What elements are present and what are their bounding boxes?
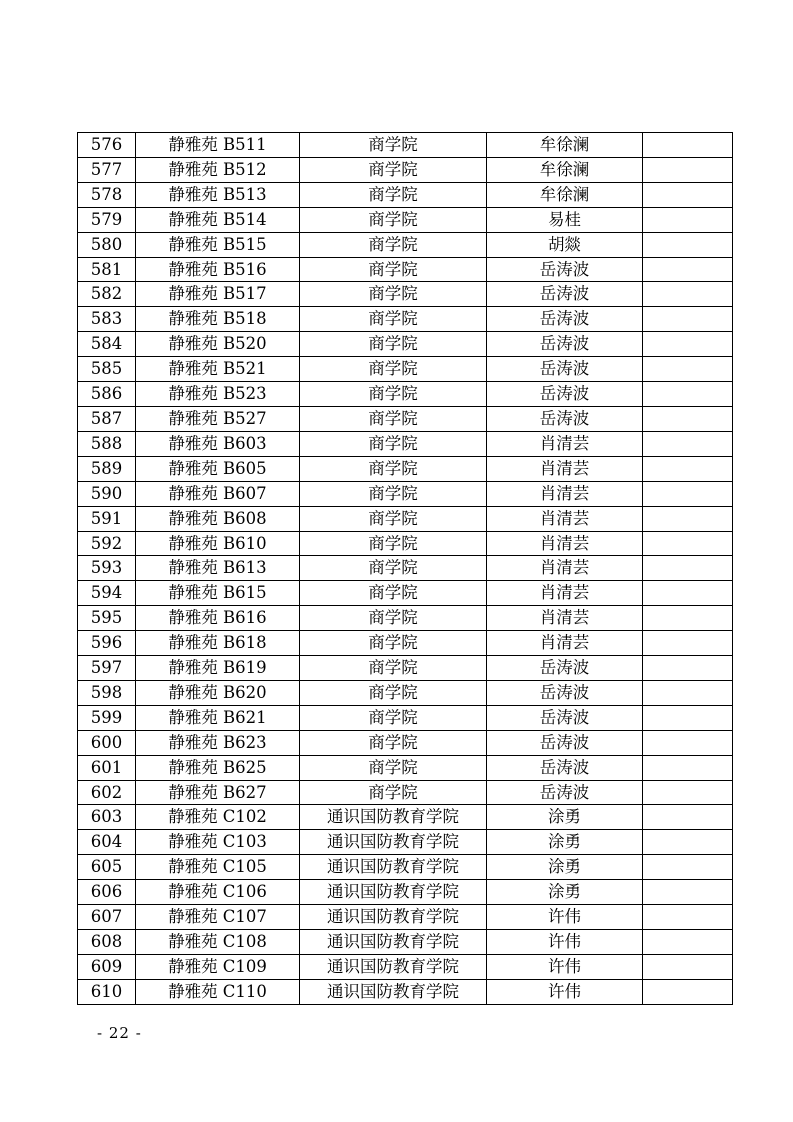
college-cell: 商学院: [300, 157, 487, 182]
college-cell: 商学院: [300, 631, 487, 656]
remarks-cell: [643, 656, 733, 681]
person-in-charge-cell: 肖清芸: [487, 531, 643, 556]
college-cell: 商学院: [300, 282, 487, 307]
remarks-cell: [643, 730, 733, 755]
room-cell: 静雅苑 B610: [136, 531, 300, 556]
table-row: [78, 631, 733, 656]
remarks-cell: [643, 357, 733, 382]
person-in-charge-cell: 岳涛波: [487, 357, 643, 382]
table-row: [78, 880, 733, 905]
person-in-charge-cell: 牟徐澜: [487, 133, 643, 158]
remarks-cell: [643, 506, 733, 531]
table-row: [78, 905, 733, 930]
table-row: [78, 656, 733, 681]
remarks-cell: [643, 406, 733, 431]
room-cell: 静雅苑 C108: [136, 930, 300, 955]
room-cell: 静雅苑 C110: [136, 979, 300, 1004]
room-cell: 静雅苑 B520: [136, 332, 300, 357]
college-cell: 通识国防教育学院: [300, 979, 487, 1004]
person-in-charge-cell: 岳涛波: [487, 730, 643, 755]
row-number-cell: 591: [78, 506, 136, 531]
room-cell: 静雅苑 B518: [136, 307, 300, 332]
page-number: - 22 -: [97, 1024, 142, 1042]
room-cell: 静雅苑 B511: [136, 133, 300, 158]
college-cell: 通识国防教育学院: [300, 905, 487, 930]
room-cell: 静雅苑 C105: [136, 855, 300, 880]
person-in-charge-cell: 肖清芸: [487, 581, 643, 606]
college-cell: 商学院: [300, 307, 487, 332]
row-number-cell: 580: [78, 232, 136, 257]
person-in-charge-cell: 易桂: [487, 207, 643, 232]
row-number-cell: 584: [78, 332, 136, 357]
row-number-cell: 596: [78, 631, 136, 656]
college-cell: 商学院: [300, 182, 487, 207]
table-row: [78, 332, 733, 357]
college-cell: 通识国防教育学院: [300, 930, 487, 955]
person-in-charge-cell: 岳涛波: [487, 257, 643, 282]
remarks-cell: [643, 431, 733, 456]
remarks-cell: [643, 954, 733, 979]
person-in-charge-cell: 岳涛波: [487, 282, 643, 307]
college-cell: 商学院: [300, 332, 487, 357]
table-row: [78, 456, 733, 481]
person-in-charge-cell: 涂勇: [487, 880, 643, 905]
remarks-cell: [643, 531, 733, 556]
room-cell: 静雅苑 C109: [136, 954, 300, 979]
remarks-cell: [643, 182, 733, 207]
table-row: [78, 581, 733, 606]
table-row: [78, 257, 733, 282]
person-in-charge-cell: 肖清芸: [487, 631, 643, 656]
row-number-cell: 578: [78, 182, 136, 207]
room-cell: 静雅苑 B608: [136, 506, 300, 531]
table-row: [78, 157, 733, 182]
row-number-cell: 594: [78, 581, 136, 606]
person-in-charge-cell: 岳涛波: [487, 656, 643, 681]
college-cell: 商学院: [300, 780, 487, 805]
remarks-cell: [643, 780, 733, 805]
table-body: [78, 133, 733, 1005]
remarks-cell: [643, 830, 733, 855]
person-in-charge-cell: 胡燚: [487, 232, 643, 257]
row-number-cell: 597: [78, 656, 136, 681]
remarks-cell: [643, 257, 733, 282]
table-row: [78, 855, 733, 880]
room-cell: 静雅苑 B616: [136, 606, 300, 631]
remarks-cell: [643, 282, 733, 307]
row-number-cell: 599: [78, 705, 136, 730]
college-cell: 通识国防教育学院: [300, 830, 487, 855]
college-cell: 通识国防教育学院: [300, 805, 487, 830]
room-cell: 静雅苑 B621: [136, 705, 300, 730]
college-cell: 商学院: [300, 431, 487, 456]
row-number-cell: 582: [78, 282, 136, 307]
row-number-cell: 590: [78, 481, 136, 506]
person-in-charge-cell: 许伟: [487, 930, 643, 955]
room-cell: 静雅苑 B514: [136, 207, 300, 232]
person-in-charge-cell: 岳涛波: [487, 307, 643, 332]
remarks-cell: [643, 805, 733, 830]
table-row: [78, 182, 733, 207]
remarks-cell: [643, 755, 733, 780]
remarks-cell: [643, 307, 733, 332]
row-number-cell: 583: [78, 307, 136, 332]
college-cell: 商学院: [300, 207, 487, 232]
college-cell: 商学院: [300, 730, 487, 755]
person-in-charge-cell: 岳涛波: [487, 332, 643, 357]
room-cell: 静雅苑 B623: [136, 730, 300, 755]
row-number-cell: 585: [78, 357, 136, 382]
person-in-charge-cell: 岳涛波: [487, 780, 643, 805]
row-number-cell: 607: [78, 905, 136, 930]
room-cell: 静雅苑 B603: [136, 431, 300, 456]
remarks-cell: [643, 481, 733, 506]
person-in-charge-cell: 许伟: [487, 979, 643, 1004]
remarks-cell: [643, 905, 733, 930]
room-cell: 静雅苑 B613: [136, 556, 300, 581]
person-in-charge-cell: 岳涛波: [487, 382, 643, 407]
remarks-cell: [643, 880, 733, 905]
room-cell: 静雅苑 B517: [136, 282, 300, 307]
row-number-cell: 595: [78, 606, 136, 631]
remarks-cell: [643, 556, 733, 581]
remarks-cell: [643, 705, 733, 730]
row-number-cell: 581: [78, 257, 136, 282]
room-cell: 静雅苑 B523: [136, 382, 300, 407]
college-cell: 商学院: [300, 456, 487, 481]
dormitory-table: [77, 132, 733, 1005]
college-cell: 商学院: [300, 755, 487, 780]
room-cell: 静雅苑 C102: [136, 805, 300, 830]
person-in-charge-cell: 肖清芸: [487, 456, 643, 481]
room-cell: 静雅苑 B618: [136, 631, 300, 656]
table-row: [78, 805, 733, 830]
row-number-cell: 598: [78, 680, 136, 705]
row-number-cell: 593: [78, 556, 136, 581]
room-cell: 静雅苑 B527: [136, 406, 300, 431]
table-row: [78, 307, 733, 332]
table-row: [78, 282, 733, 307]
table-row: [78, 930, 733, 955]
remarks-cell: [643, 606, 733, 631]
remarks-cell: [643, 680, 733, 705]
table-row: [78, 382, 733, 407]
table-row: [78, 207, 733, 232]
row-number-cell: 610: [78, 979, 136, 1004]
room-cell: 静雅苑 B515: [136, 232, 300, 257]
row-number-cell: 576: [78, 133, 136, 158]
person-in-charge-cell: 肖清芸: [487, 506, 643, 531]
room-cell: 静雅苑 B627: [136, 780, 300, 805]
person-in-charge-cell: 肖清芸: [487, 481, 643, 506]
person-in-charge-cell: 肖清芸: [487, 431, 643, 456]
table-row: [78, 680, 733, 705]
row-number-cell: 586: [78, 382, 136, 407]
college-cell: 商学院: [300, 705, 487, 730]
row-number-cell: 603: [78, 805, 136, 830]
person-in-charge-cell: 涂勇: [487, 805, 643, 830]
row-number-cell: 592: [78, 531, 136, 556]
row-number-cell: 602: [78, 780, 136, 805]
room-cell: 静雅苑 B607: [136, 481, 300, 506]
table-row: [78, 780, 733, 805]
room-cell: 静雅苑 B605: [136, 456, 300, 481]
row-number-cell: 589: [78, 456, 136, 481]
person-in-charge-cell: 岳涛波: [487, 406, 643, 431]
college-cell: 商学院: [300, 606, 487, 631]
remarks-cell: [643, 232, 733, 257]
row-number-cell: 609: [78, 954, 136, 979]
room-cell: 静雅苑 B620: [136, 680, 300, 705]
room-cell: 静雅苑 B625: [136, 755, 300, 780]
remarks-cell: [643, 456, 733, 481]
table-row: [78, 232, 733, 257]
college-cell: 通识国防教育学院: [300, 954, 487, 979]
college-cell: 商学院: [300, 406, 487, 431]
row-number-cell: 606: [78, 880, 136, 905]
remarks-cell: [643, 930, 733, 955]
person-in-charge-cell: 肖清芸: [487, 556, 643, 581]
table-row: [78, 705, 733, 730]
room-cell: 静雅苑 B513: [136, 182, 300, 207]
room-cell: 静雅苑 B615: [136, 581, 300, 606]
person-in-charge-cell: 牟徐澜: [487, 157, 643, 182]
table-row: [78, 357, 733, 382]
table-row: [78, 755, 733, 780]
table-row: [78, 830, 733, 855]
table-row: [78, 606, 733, 631]
row-number-cell: 604: [78, 830, 136, 855]
table-row: [78, 481, 733, 506]
college-cell: 商学院: [300, 680, 487, 705]
remarks-cell: [643, 631, 733, 656]
person-in-charge-cell: 岳涛波: [487, 755, 643, 780]
remarks-cell: [643, 855, 733, 880]
college-cell: 商学院: [300, 232, 487, 257]
table-row: [78, 133, 733, 158]
person-in-charge-cell: 涂勇: [487, 855, 643, 880]
college-cell: 商学院: [300, 257, 487, 282]
row-number-cell: 605: [78, 855, 136, 880]
college-cell: 商学院: [300, 556, 487, 581]
table-row: [78, 954, 733, 979]
college-cell: 商学院: [300, 656, 487, 681]
remarks-cell: [643, 332, 733, 357]
room-cell: 静雅苑 B516: [136, 257, 300, 282]
remarks-cell: [643, 581, 733, 606]
college-cell: 商学院: [300, 382, 487, 407]
college-cell: 商学院: [300, 581, 487, 606]
remarks-cell: [643, 157, 733, 182]
college-cell: 商学院: [300, 481, 487, 506]
college-cell: 商学院: [300, 506, 487, 531]
table-row: [78, 556, 733, 581]
room-cell: 静雅苑 C103: [136, 830, 300, 855]
college-cell: 商学院: [300, 357, 487, 382]
row-number-cell: 600: [78, 730, 136, 755]
room-cell: 静雅苑 C107: [136, 905, 300, 930]
room-cell: 静雅苑 B619: [136, 656, 300, 681]
table-row: [78, 979, 733, 1004]
person-in-charge-cell: 许伟: [487, 954, 643, 979]
room-cell: 静雅苑 B512: [136, 157, 300, 182]
remarks-cell: [643, 207, 733, 232]
person-in-charge-cell: 岳涛波: [487, 705, 643, 730]
remarks-cell: [643, 382, 733, 407]
person-in-charge-cell: 肖清芸: [487, 606, 643, 631]
college-cell: 商学院: [300, 133, 487, 158]
table-row: [78, 531, 733, 556]
row-number-cell: 601: [78, 755, 136, 780]
room-cell: 静雅苑 B521: [136, 357, 300, 382]
row-number-cell: 579: [78, 207, 136, 232]
person-in-charge-cell: 牟徐澜: [487, 182, 643, 207]
table-row: [78, 730, 733, 755]
row-number-cell: 577: [78, 157, 136, 182]
row-number-cell: 587: [78, 406, 136, 431]
college-cell: 商学院: [300, 531, 487, 556]
table-row: [78, 406, 733, 431]
row-number-cell: 608: [78, 930, 136, 955]
person-in-charge-cell: 涂勇: [487, 830, 643, 855]
remarks-cell: [643, 979, 733, 1004]
college-cell: 通识国防教育学院: [300, 880, 487, 905]
room-cell: 静雅苑 C106: [136, 880, 300, 905]
person-in-charge-cell: 岳涛波: [487, 680, 643, 705]
row-number-cell: 588: [78, 431, 136, 456]
remarks-cell: [643, 133, 733, 158]
dormitory-table-container: [77, 132, 732, 1005]
table-row: [78, 506, 733, 531]
person-in-charge-cell: 许伟: [487, 905, 643, 930]
table-row: [78, 431, 733, 456]
college-cell: 通识国防教育学院: [300, 855, 487, 880]
